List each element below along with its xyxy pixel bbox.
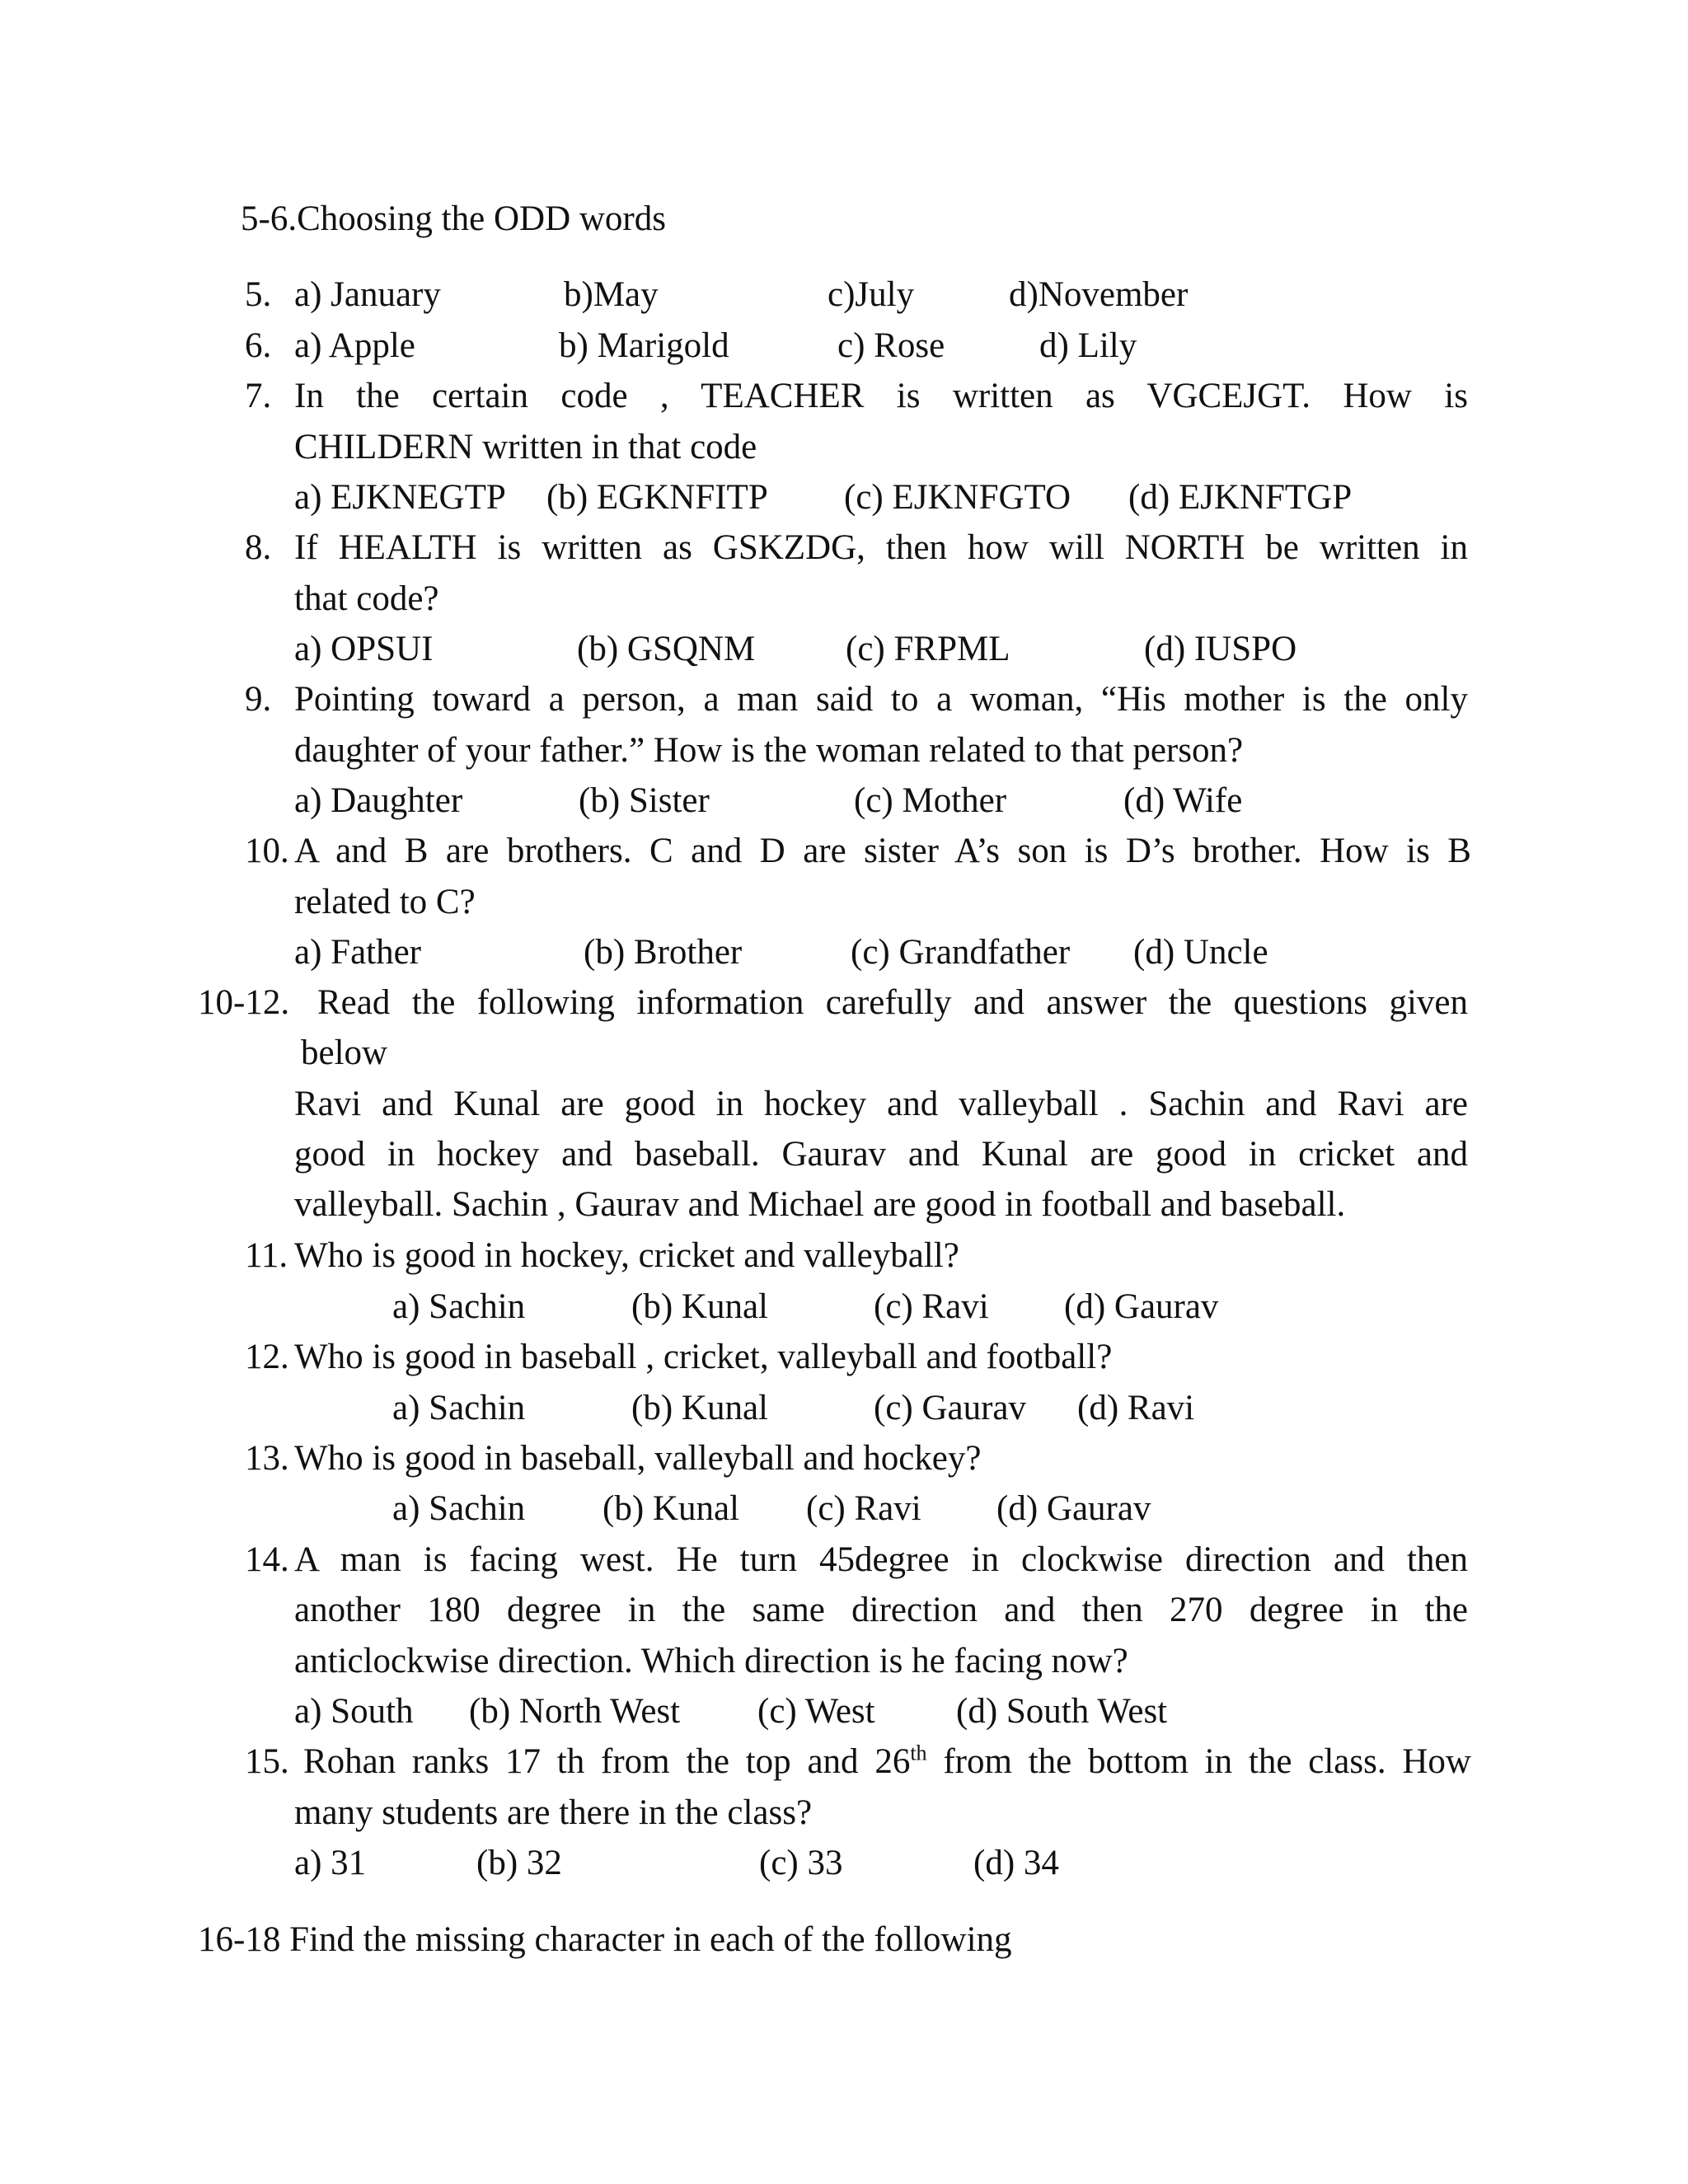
section-instruction: below xyxy=(301,1033,388,1072)
option-d: (d) Ravi xyxy=(1077,1389,1195,1427)
option-a: a) 31 xyxy=(294,1844,367,1882)
option-b: (b) Sister xyxy=(579,781,710,820)
section-instruction: Read the following information carefully and answer the questions given xyxy=(317,983,1468,1022)
question-number: 6. xyxy=(245,326,272,365)
option-d: (d) Uncle xyxy=(1133,933,1268,972)
option-b: (b) Kunal xyxy=(631,1389,768,1427)
question-text-part: Rohan ranks 17 th from the top and 26 xyxy=(303,1742,911,1781)
question-text: that code? xyxy=(294,579,439,618)
option-c: (c) West xyxy=(757,1692,875,1731)
question-text: anticlockwise direction. Which direction is he facing now? xyxy=(294,1642,1128,1680)
option-d: (d) EJKNFTGP xyxy=(1128,478,1353,517)
option-b: (b) North West xyxy=(469,1692,681,1731)
question-text: many students are there in the class? xyxy=(294,1793,813,1832)
option-a: a) Sachin xyxy=(392,1389,526,1427)
option-b: b)May xyxy=(564,275,659,314)
option-a: a) South xyxy=(294,1692,414,1731)
option-a: a) Sachin xyxy=(392,1287,526,1326)
question-text: daughter of your father.” How is the woman related to that person? xyxy=(294,731,1244,770)
question-number: 13. xyxy=(245,1439,289,1478)
option-c: (c) FRPML xyxy=(846,630,1010,668)
section-number: 10-12. xyxy=(198,983,290,1022)
option-c: (c) EJKNFGTO xyxy=(844,478,1071,517)
question-text: Who is good in baseball, valleyball and hockey? xyxy=(294,1439,982,1478)
option-a: a) OPSUI xyxy=(294,630,434,668)
question-text: related to C? xyxy=(294,883,476,921)
option-d: (d) South West xyxy=(956,1692,1168,1731)
option-d: (d) IUSPO xyxy=(1144,630,1297,668)
question-number: 12. xyxy=(245,1338,289,1376)
option-c: c)July xyxy=(828,275,915,314)
option-d: (d) Wife xyxy=(1123,781,1243,820)
option-b: (b) Kunal xyxy=(603,1489,739,1528)
question-number: 7. xyxy=(245,377,272,415)
question-text: If HEALTH is written as GSKZDG, then how will NORTH be written in xyxy=(294,528,1468,567)
option-c: (c) Grandfather xyxy=(851,933,1071,972)
option-d: d)November xyxy=(1009,275,1189,314)
question-text: CHILDERN written in that code xyxy=(294,428,757,466)
question-text: another 180 degree in the same direction and then 270 degree in the xyxy=(294,1591,1468,1629)
question-text-part: from the bottom in the class. How xyxy=(926,1742,1471,1781)
option-a: a) January xyxy=(294,275,441,314)
option-a: a) Sachin xyxy=(392,1489,526,1528)
option-b: (b) GSQNM xyxy=(577,630,756,668)
option-d: (d) Gaurav xyxy=(1064,1287,1219,1326)
question-text: A and B are brothers. C and D are sister A’s son is D’s brother. How is B xyxy=(294,832,1471,870)
info-paragraph: valleyball. Sachin , Gaurav and Michael are good in football and baseball. xyxy=(294,1185,1346,1224)
option-b: (b) Kunal xyxy=(631,1287,768,1326)
question-number: 14. xyxy=(245,1540,289,1579)
option-b: (b) Brother xyxy=(584,933,743,972)
info-paragraph: Ravi and Kunal are good in hockey and valleyball . Sachin and Ravi are xyxy=(294,1085,1468,1123)
ordinal-suffix: th xyxy=(910,1741,927,1765)
question-number: 8. xyxy=(245,528,272,567)
option-c: c) Rose xyxy=(837,326,945,365)
question-text: Who is good in hockey, cricket and valleyball? xyxy=(294,1236,959,1275)
question-number: 11. xyxy=(245,1236,288,1275)
option-d: d) Lily xyxy=(1039,326,1137,365)
option-a: a) EJKNEGTP xyxy=(294,478,506,517)
option-c: (c) Ravi xyxy=(874,1287,989,1326)
question-text xyxy=(303,1736,1471,1788)
question-text: Who is good in baseball , cricket, valleyball and football? xyxy=(294,1338,1113,1376)
option-c: (c) Mother xyxy=(854,781,1007,820)
question-text: Pointing toward a person, a man said to a woman, “His mother is the only xyxy=(294,680,1468,719)
option-c: (c) Gaurav xyxy=(874,1389,1027,1427)
option-d: (d) Gaurav xyxy=(996,1489,1151,1528)
option-b: b) Marigold xyxy=(559,326,729,365)
option-c: (c) Ravi xyxy=(806,1489,921,1528)
question-text: In the certain code , TEACHER is written as VGCEJGT. How is xyxy=(294,377,1468,415)
option-a: a) Apple xyxy=(294,326,415,365)
section-heading-odd-words: 5-6.Choosing the ODD words xyxy=(241,199,666,238)
question-number: 5. xyxy=(245,275,272,314)
section-heading-missing-character: 16-18 Find the missing character in each of the following xyxy=(198,1920,1012,1959)
option-d: (d) 34 xyxy=(973,1844,1059,1882)
option-b: (b) 32 xyxy=(476,1844,562,1882)
info-paragraph: good in hockey and baseball. Gaurav and Kunal are good in cricket and xyxy=(294,1135,1468,1174)
option-b: (b) EGKNFITP xyxy=(546,478,768,517)
option-a: a) Father xyxy=(294,933,422,972)
option-a: a) Daughter xyxy=(294,781,463,820)
question-number: 10. xyxy=(245,832,289,870)
question-number: 15. xyxy=(245,1742,289,1781)
question-number: 9. xyxy=(245,680,272,719)
option-c: (c) 33 xyxy=(759,1844,843,1882)
question-text: A man is facing west. He turn 45degree in clockwise direction and then xyxy=(294,1540,1468,1579)
